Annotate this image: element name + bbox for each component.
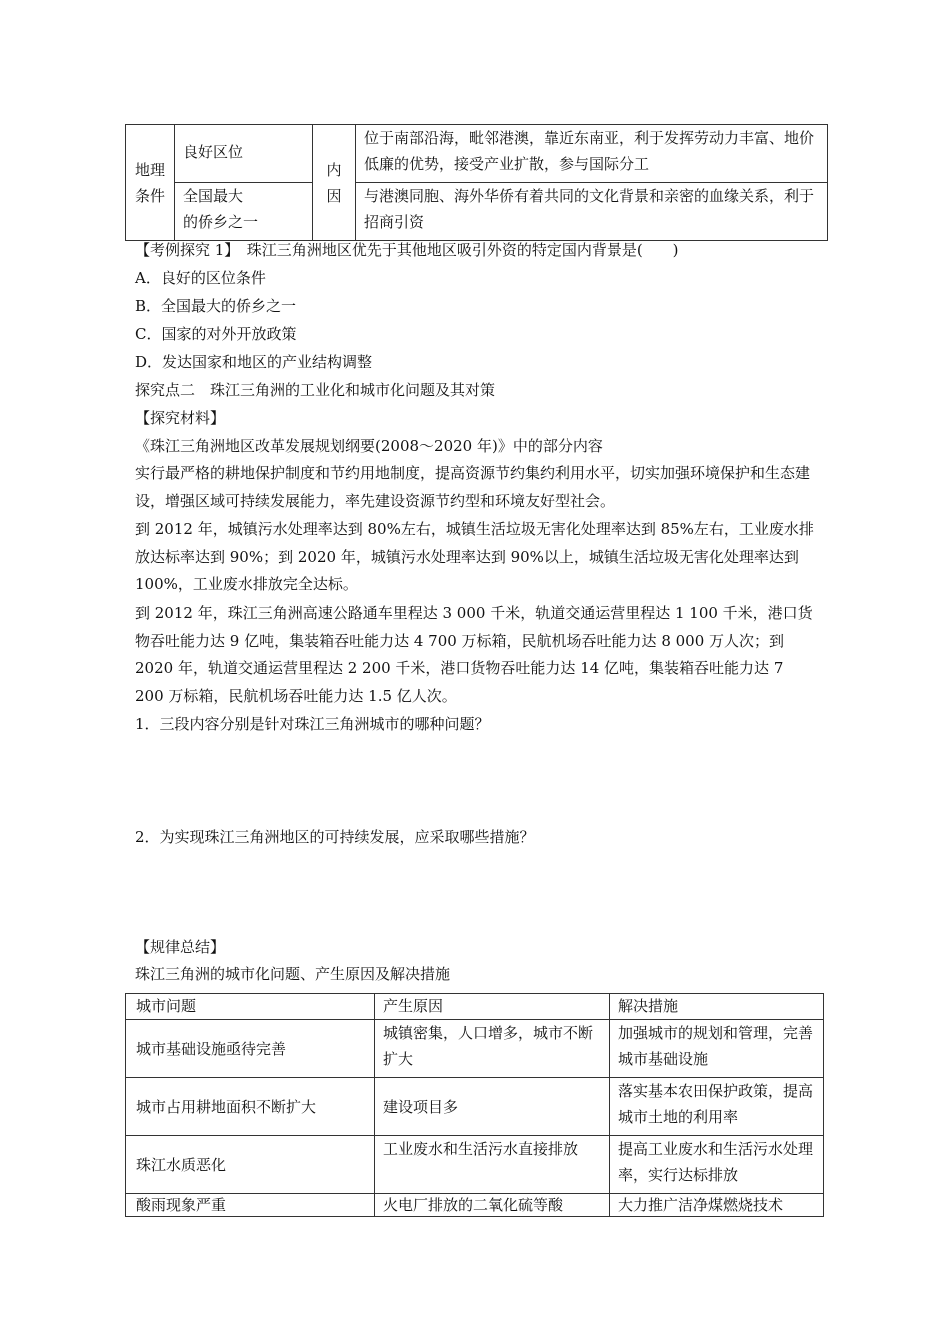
option-c: C．国家的对外开放政策 <box>135 325 297 343</box>
header-cause: 产生原因 <box>375 994 610 1020</box>
label-geography-conditions: 地理 条件 <box>126 125 175 241</box>
summary-title: 珠江三角洲的城市化问题、产生原因及解决措施 <box>135 965 451 983</box>
row1-cause: 城镇密集，人口增多，城市不断扩大 <box>375 1020 610 1078</box>
row3-cause: 工业废水和生活污水直接排放 <box>375 1136 610 1194</box>
geography-conditions-table <box>125 124 828 241</box>
section-heading: 探究点二 珠江三角洲的工业化和城市化问题及其对策 <box>135 381 496 399</box>
row1-problem: 城市基础设施亟待完善 <box>126 1020 375 1078</box>
header-measure: 解决措施 <box>610 994 824 1020</box>
question-2: 2．为实现珠江三角洲地区的可持续发展，应采取哪些措施？ <box>135 828 535 846</box>
row2-cause: 建设项目多 <box>375 1078 610 1136</box>
example-title: 【考例探究 1】 珠江三角洲地区优先于其他地区吸引外资的特定国内背景是( ) <box>135 241 679 259</box>
cond-location: 良好区位 <box>175 125 313 183</box>
desc-overseas-chinese: 与港澳同胞、海外华侨有着共同的文化背景和亲密的血缘关系，利于招商引资 <box>356 183 828 241</box>
material-title: 《珠江三角洲地区改革发展规划纲要(2008～2020 年)》中的部分内容 <box>135 437 603 455</box>
row2-measure: 落实基本农田保护政策，提高城市土地的利用率 <box>610 1078 824 1136</box>
option-a: A．良好的区位条件 <box>135 269 266 287</box>
option-d: D．发达国家和地区的产业结构调整 <box>135 353 373 371</box>
row4-measure: 大力推广洁净煤燃烧技术 <box>610 1194 824 1217</box>
row4-cause: 火电厂排放的二氧化硫等酸 <box>375 1194 610 1217</box>
row3-problem: 珠江水质恶化 <box>126 1136 375 1194</box>
desc-location: 位于南部沿海，毗邻港澳，靠近东南亚，利于发挥劳动力丰富、地价低廉的优势，接受产业扩散，参与国际分工 <box>356 125 828 183</box>
material-label: 【探究材料】 <box>135 409 226 427</box>
question-1: 1．三段内容分别是针对珠江三角洲城市的哪种问题？ <box>135 715 490 733</box>
material-para-2: 到 2012 年，城镇污水处理率达到 80%左右，城镇生活垃圾无害化处理率达到 85%左右，工业废水排放达标率达到 90%；到 2020 年，城镇污水处理率达到 90%以上，城镇生活垃圾无害化处理率达到 100%，工业废水排放完全达标。 <box>135 520 814 593</box>
summary-label: 【规律总结】 <box>135 938 226 956</box>
label-internal-factor: 内 因 <box>313 125 356 241</box>
row1-measure: 加强城市的规划和管理，完善城市基础设施 <box>610 1020 824 1078</box>
cond-overseas-chinese: 全国最大 的侨乡之一 <box>175 183 313 241</box>
row3-measure: 提高工业废水和生活污水处理率，实行达标排放 <box>610 1136 824 1194</box>
material-para-3: 到 2012 年，珠江三角洲高速公路通车里程达 3 000 千米，轨道交通运营里程达 1 100 千米，港口货物吞吐能力达 9 亿吨，集装箱吞吐能力达 4 700 万标箱，民航机场吞吐能力达 8 000 万人次；到 2020 年，轨道交通运营里程达 2 200 千米，港口货物吞吐能力达 14 亿吨，集装箱吞吐能力达 7 200 万标箱，民航机场吞吐能力达 1.5 亿人次。 <box>135 604 813 705</box>
urbanization-problems-table <box>125 993 824 1217</box>
row2-problem: 城市占用耕地面积不断扩大 <box>126 1078 375 1136</box>
material-para-1: 实行最严格的耕地保护制度和节约用地制度，提高资源节约集约利用水平，切实加强环境保护和生态建设，增强区域可持续发展能力，率先建设资源节约型和环境友好型社会。 <box>135 464 811 510</box>
row4-problem: 酸雨现象严重 <box>126 1194 375 1217</box>
header-problem: 城市问题 <box>126 994 375 1020</box>
option-b: B．全国最大的侨乡之一 <box>135 297 297 315</box>
